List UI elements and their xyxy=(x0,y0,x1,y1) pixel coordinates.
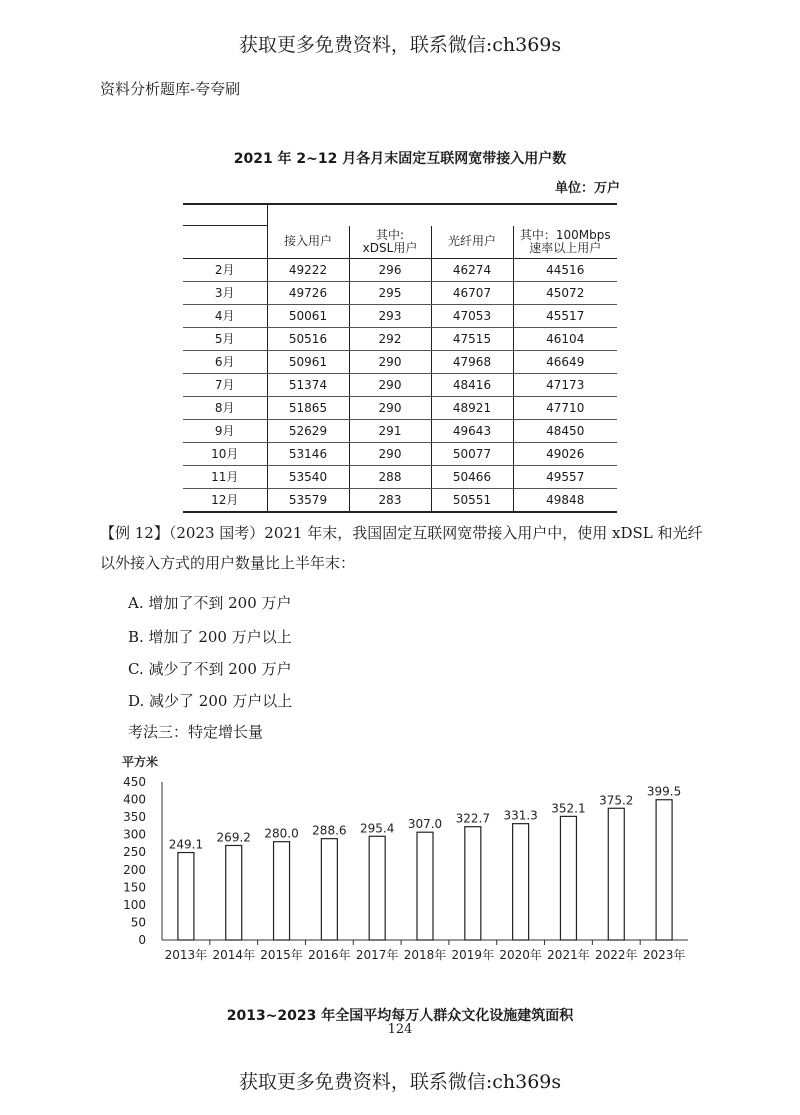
cell-fiber: 46707 xyxy=(431,282,513,305)
cell-xdsl: 283 xyxy=(349,489,431,513)
row-month: 6月 xyxy=(183,351,267,374)
cell-xdsl: 290 xyxy=(349,374,431,397)
data-label: 331.3 xyxy=(503,808,538,823)
data-label: 352.1 xyxy=(551,801,586,816)
cell-xdsl: 293 xyxy=(349,305,431,328)
cell-fiber: 48921 xyxy=(431,397,513,420)
table-row xyxy=(183,259,617,282)
data-label: 280.0 xyxy=(264,826,299,841)
col-header-fast: 其中：100Mbps 速率以上用户 xyxy=(513,226,617,259)
cell-fast: 45517 xyxy=(513,305,617,328)
x-tick-label: 2014年 xyxy=(212,948,256,962)
option-b[interactable]: B. 增加了 200 万户以上 xyxy=(128,628,292,646)
cell-fast: 49026 xyxy=(513,443,617,466)
cell-xdsl: 290 xyxy=(349,443,431,466)
data-label: 307.0 xyxy=(407,817,443,832)
row-month: 7月 xyxy=(183,374,267,397)
cell-total: 50961 xyxy=(267,351,349,374)
cell-xdsl: 290 xyxy=(349,351,431,374)
cell-fast: 44516 xyxy=(513,259,617,282)
option-d[interactable]: D. 减少了 200 万户以上 xyxy=(128,692,293,710)
table-row xyxy=(183,420,617,443)
y-tick-label: 400 xyxy=(123,792,146,807)
table-title: 2021 年 2~12 月各月末固定互联网宽带接入用户数 xyxy=(233,151,567,167)
cell-fiber: 47515 xyxy=(431,328,513,351)
col-header-total: 接入用户 xyxy=(267,226,349,259)
x-tick-label: 2023年 xyxy=(642,948,686,962)
cell-total: 53579 xyxy=(267,489,349,513)
watermark-footer: 获取更多免费资料，联系微信:ch369s xyxy=(238,1071,562,1093)
cell-xdsl: 291 xyxy=(349,420,431,443)
y-tick-label: 0 xyxy=(138,933,146,947)
cell-fast: 45072 xyxy=(513,282,617,305)
table-unit: 单位：万户 xyxy=(554,181,620,196)
table-row xyxy=(183,466,617,489)
row-month: 9月 xyxy=(183,420,267,443)
x-tick-label: 2017年 xyxy=(355,948,399,962)
chart-title: 2013~2023 年全国平均每万人群众文化设施建筑面积 xyxy=(226,1008,574,1024)
y-tick-label: 250 xyxy=(123,845,146,860)
bar-chart xyxy=(100,750,700,1000)
cell-total: 50516 xyxy=(267,328,349,351)
bar xyxy=(608,808,624,940)
row-month: 10月 xyxy=(183,443,267,466)
row-month: 3月 xyxy=(183,282,267,305)
row-month: 2月 xyxy=(183,259,267,282)
cell-fiber: 47968 xyxy=(431,351,513,374)
cell-xdsl: 296 xyxy=(349,259,431,282)
data-label: 375.2 xyxy=(599,793,634,808)
cell-fiber: 50466 xyxy=(431,466,513,489)
table-row xyxy=(183,351,617,374)
option-a[interactable]: A. 增加了不到 200 万户 xyxy=(128,594,292,612)
cell-fiber: 47053 xyxy=(431,305,513,328)
col-header-xdsl: 其中: xDSL用户 xyxy=(349,226,431,259)
bar-chart-svg xyxy=(100,750,700,1000)
y-tick-label: 100 xyxy=(123,897,146,912)
broadband-users-table xyxy=(183,203,617,513)
cell-fiber: 50077 xyxy=(431,443,513,466)
table-corner-cell xyxy=(183,204,267,226)
cell-xdsl: 292 xyxy=(349,328,431,351)
option-c[interactable]: C. 减少了不到 200 万户 xyxy=(128,660,292,678)
cell-total: 52629 xyxy=(267,420,349,443)
x-tick-label: 2016年 xyxy=(308,948,351,962)
table-row xyxy=(183,305,617,328)
row-month: 5月 xyxy=(183,328,267,351)
cell-fiber: 46274 xyxy=(431,259,513,282)
bar xyxy=(369,836,385,940)
x-tick-label: 2015年 xyxy=(260,948,303,962)
data-label: 295.4 xyxy=(360,821,395,836)
x-tick-label: 2020年 xyxy=(499,948,542,962)
table-row xyxy=(183,328,617,351)
watermark-header: 获取更多免费资料，联系微信:ch369s xyxy=(238,34,562,56)
row-month: 4月 xyxy=(183,305,267,328)
data-label: 399.5 xyxy=(646,784,682,799)
data-label: 322.7 xyxy=(455,811,490,826)
row-month: 11月 xyxy=(183,466,267,489)
x-tick-label: 2013年 xyxy=(164,948,208,962)
data-label: 269.2 xyxy=(216,830,251,845)
y-tick-label: 350 xyxy=(123,810,146,825)
bar xyxy=(274,842,290,940)
cell-total: 51865 xyxy=(267,397,349,420)
cell-fast: 46104 xyxy=(513,328,617,351)
x-tick-label: 2018年 xyxy=(403,948,447,962)
y-tick-label: 150 xyxy=(123,880,146,895)
cell-fiber: 49643 xyxy=(431,420,513,443)
data-label: 288.6 xyxy=(312,823,347,838)
data-label: 249.1 xyxy=(168,837,204,852)
bar xyxy=(417,832,433,940)
cell-total: 53146 xyxy=(267,443,349,466)
bar xyxy=(513,824,529,940)
x-tick-label: 2019年 xyxy=(451,948,495,962)
cell-xdsl: 290 xyxy=(349,397,431,420)
row-month: 8月 xyxy=(183,397,267,420)
table-row xyxy=(183,374,617,397)
bar xyxy=(226,845,242,940)
question-text: 【例 12】（2023 国考）2021 年末，我国固定互联网宽带接入用户中，使用 xDSL 和光纤以外接入方式的用户数量比上半年末： xyxy=(100,524,703,572)
cell-fast: 49848 xyxy=(513,489,617,513)
bar xyxy=(178,853,194,940)
x-tick-label: 2022年 xyxy=(594,948,638,962)
cell-fast: 49557 xyxy=(513,466,617,489)
col-header-fiber: 光纤用户 xyxy=(431,226,513,259)
bar xyxy=(656,800,672,940)
cell-fast: 47173 xyxy=(513,374,617,397)
y-tick-label: 200 xyxy=(123,862,146,877)
bar xyxy=(465,827,481,940)
document-subtitle: 资料分析题库-夸夸刷 xyxy=(100,80,241,98)
page-number: 124 xyxy=(387,1022,413,1037)
cell-total: 51374 xyxy=(267,374,349,397)
bar xyxy=(321,839,337,940)
cell-fast: 47710 xyxy=(513,397,617,420)
cell-total: 49726 xyxy=(267,282,349,305)
cell-total: 53540 xyxy=(267,466,349,489)
table-row xyxy=(183,443,617,466)
row-month: 12月 xyxy=(211,492,239,507)
cell-xdsl: 288 xyxy=(349,466,431,489)
x-tick-label: 2021年 xyxy=(547,948,590,962)
method-label: 考法三：特定增长量 xyxy=(128,723,264,741)
y-tick-label: 50 xyxy=(130,915,146,930)
y-tick-label: 300 xyxy=(123,827,146,842)
cell-fiber: 48416 xyxy=(431,374,513,397)
cell-total: 49222 xyxy=(267,259,349,282)
table-row xyxy=(183,397,617,420)
bar xyxy=(560,816,576,940)
y-tick-label: 450 xyxy=(123,775,146,789)
cell-xdsl: 295 xyxy=(349,282,431,305)
table-row xyxy=(183,282,617,305)
y-axis-unit-label: 平方米 xyxy=(122,755,159,769)
table-row xyxy=(183,489,617,513)
cell-fast: 46649 xyxy=(513,351,617,374)
cell-total: 50061 xyxy=(267,305,349,328)
cell-fast: 48450 xyxy=(513,420,617,443)
cell-fiber: 50551 xyxy=(431,489,513,513)
